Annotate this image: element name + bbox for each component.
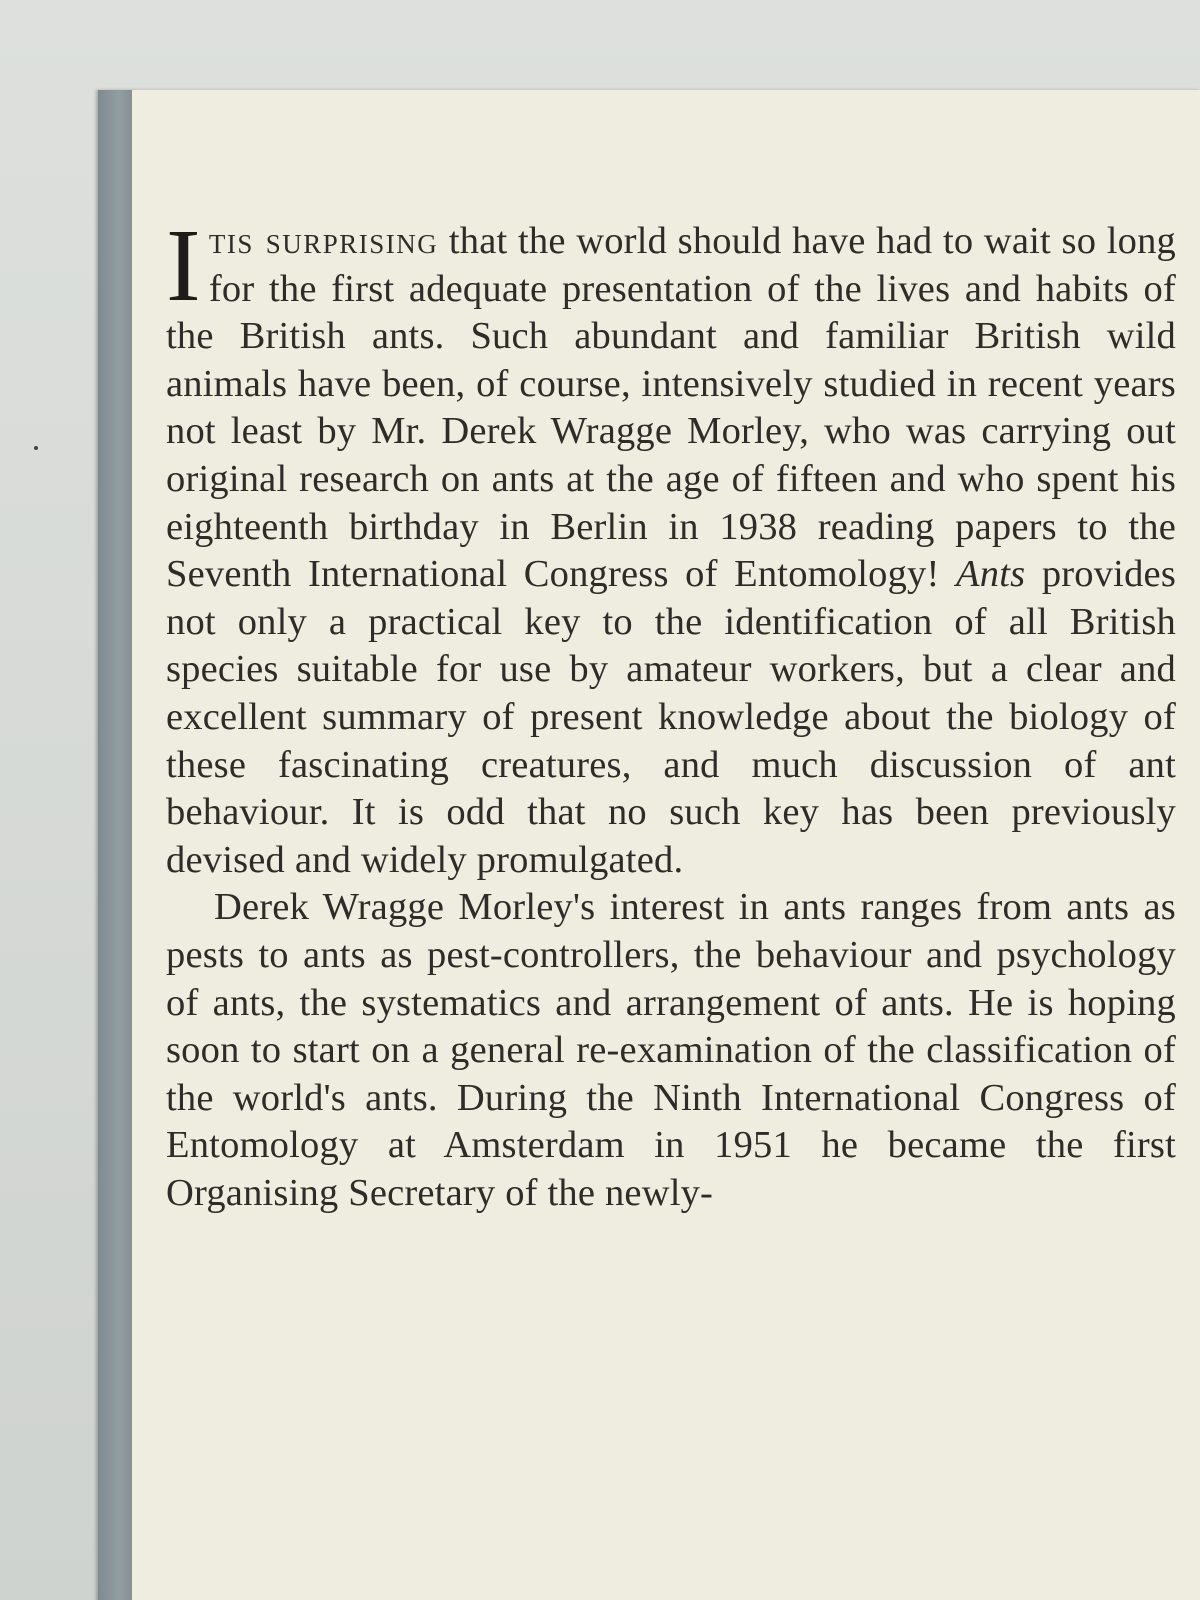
book-spine-edge — [98, 90, 132, 1600]
dust-speck — [34, 446, 38, 450]
paragraph-1-body-b: provides not only a practical key to the identification of all British species suitable for use by amateur workers, but a clear and excellent summary of present knowledge about the biology of these fascinating creatures, and much discussion of ant behaviour. It is odd that no such key has been previously devised and widely promulgated. — [166, 553, 1177, 881]
paragraph-2-body: Derek Wragge Morley's interest in ants ranges from ants as pests to ants as pest-controllers, the behaviour and psychology of ants, the systematics and arrangement of ants. He is hoping soon to start on a general re-examination of the classification of the world's ants. During the Ninth International Congress of Entomology at Amsterdam in 1951 he became the first Organising Secretary of the newly- — [166, 886, 1176, 1214]
paragraph-1-body-a: that the world should have had to wait so long for the first adequate presentation of the lives and habits of the British ants. Such abundant and familiar British wild animals have been, of course, intensively studied in recent years not least by Mr. Derek Wragge Morley, who was carrying out original research on ants at the age of fifteen and who spent his eighteenth birthday in Berlin in 1938 reading papers to the Seventh International Congress of Entomology! — [166, 220, 1177, 596]
paragraph-2 — [166, 884, 1176, 1217]
paragraph-1 — [166, 208, 1177, 884]
book-page — [98, 90, 1200, 1600]
lead-in-smallcaps: t is surprising — [208, 220, 439, 262]
page-text — [166, 208, 1177, 1217]
dropcap-letter: I — [166, 208, 201, 323]
book-title-italic: Ants — [956, 553, 1026, 596]
